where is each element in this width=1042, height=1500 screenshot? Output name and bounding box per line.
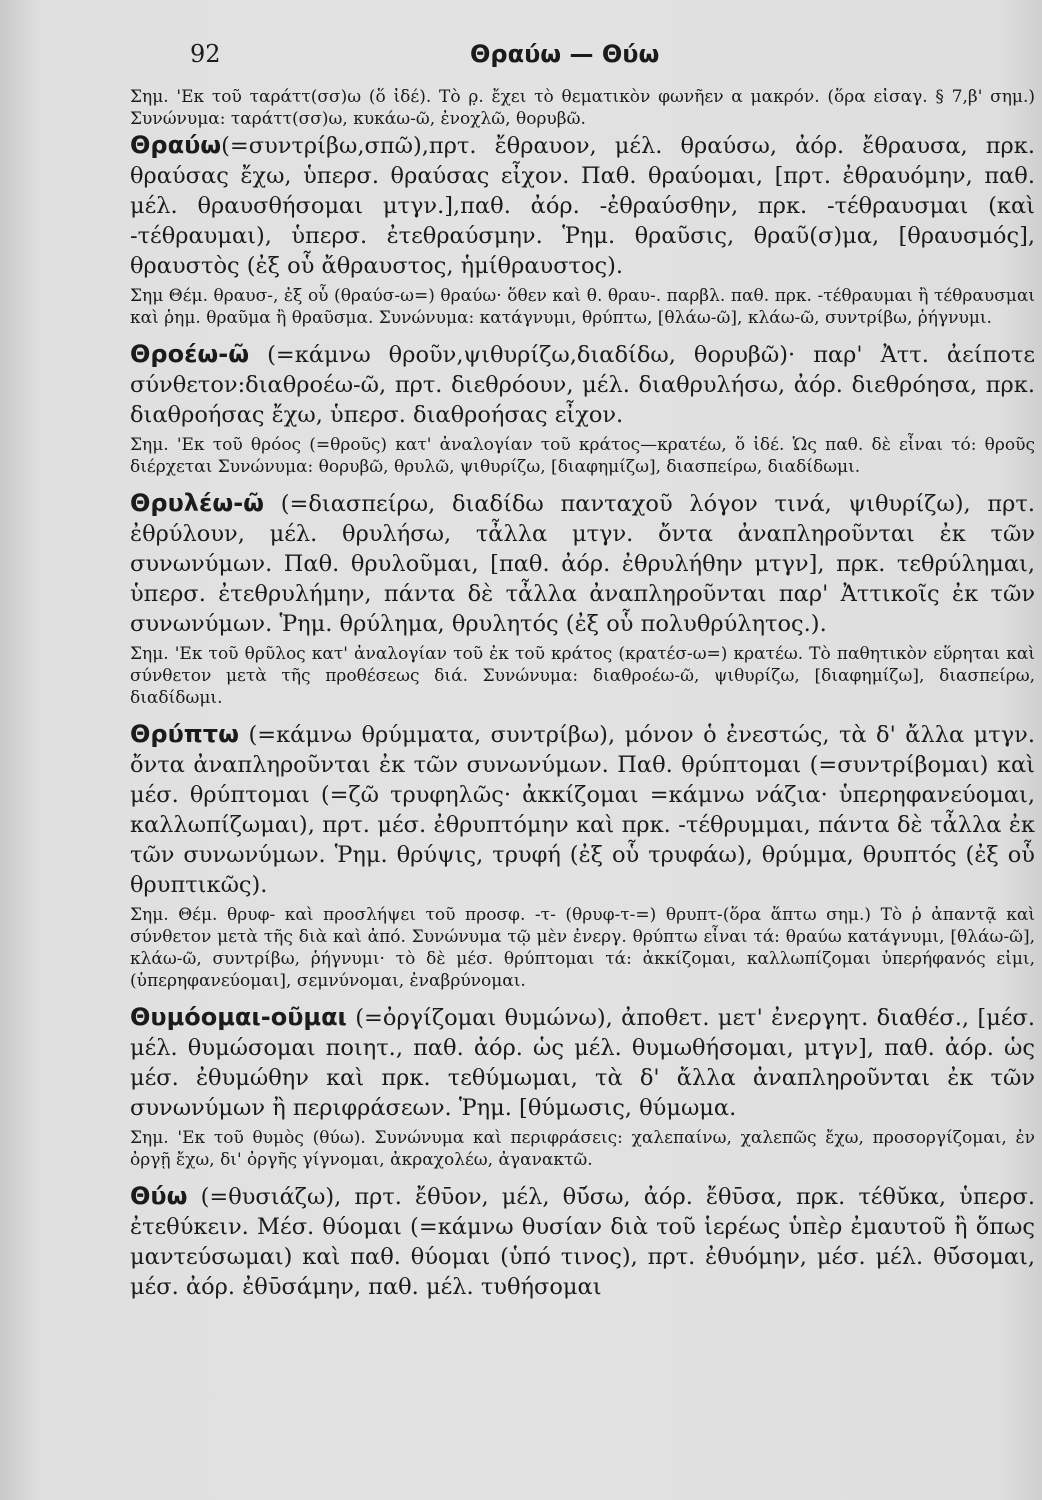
headword: Θρύπτω xyxy=(130,720,239,748)
headword: Θραύω xyxy=(130,131,222,159)
headword: Θυμόομαι-οῦμαι xyxy=(130,1003,347,1031)
entry-thryleo xyxy=(130,488,1035,709)
entry-note: Σημ. 'Εκ τοῦ θυμὸς (θύω). Συνώνυμα καὶ περιφράσεις: χαλεπαίνω, χαλεπῶς ἔχω, προσοργίζομαι, ἐν ὀργῇ ἔχω, δι' ὀργῆς γίγνομαι, ἀκραχολέω, ἀγανακτῶ. xyxy=(130,1128,1035,1170)
entry-thrypto xyxy=(130,719,1035,992)
page-body xyxy=(130,86,1035,1312)
entry-thrauo xyxy=(130,130,1035,329)
entry-thyo xyxy=(130,1181,1035,1302)
page-number: 92 xyxy=(190,40,221,68)
entry-thymoomai xyxy=(130,1002,1035,1171)
entry-throeo xyxy=(130,339,1035,478)
entry-main xyxy=(130,719,1035,900)
entry-main xyxy=(130,339,1035,430)
entry-main xyxy=(130,1002,1035,1123)
headword: Θροέω-ῶ xyxy=(130,340,250,368)
page-header xyxy=(0,40,1042,70)
entry-note: Σημ. 'Εκ τοῦ θρῦλος κατ' ἀναλογίαν τοῦ ἐκ τοῦ κράτος (κρατέσ-ω=) κρατέω. Τὸ παθητικὸν εὕρηται καὶ σύνθετον μετὰ τῆς προθέσεως διά. Συνώνυμα: διαθροέω-ῶ, ψιθυρίζω, [διαφημίζω], διασπείρω, διαδίδωμι. xyxy=(130,644,1035,708)
entry-note: Σημ Θέμ. θραυσ-, ἐξ οὗ (θραύσ-ω=) θραύω· ὅθεν καὶ θ. θραυ-. παρβλ. παθ. πρκ. -τέθραυμαι ἢ τέθραυσμαι καὶ ῥημ. θραῦμα ἢ θραῦσμα. Συνώνυμα: κατάγνυμι, θρύπτω, [θλάω-ῶ], κλάω-ῶ, συντρίβω, ῥήγνυμι. xyxy=(130,286,1035,328)
entry-main xyxy=(130,130,1035,281)
entry-main xyxy=(130,488,1035,639)
headword: Θύω xyxy=(130,1182,188,1210)
entry-text: (=κάμνω θρύμματα, συντρίβω), μόνον ὁ ἐνεστώς, τὰ δ' ἄλλα μτγν. ὄντα ἀναπληροῦνται ἐκ τῶν συνωνύμων. Παθ. θρύπτομαι (=συντρίβομαι) καὶ μέσ. θρύπτομαι (=ζῶ τρυφηλῶς· ἀκκίζομαι =κάμνω νάζια· ὑπερηφανεύομαι, καλλωπίζωμαι), πρτ. μέσ. ἐθρυπτόμην καὶ πρκ. -τέθρυμμαι, πάντα δὲ τἆλλα ἐκ τῶν συνωνύμων. Ῥημ. θρύψις, τρυφή (ἐξ οὗ τρυφάω), θρύμμα, θρυπτός (ἐξ οὗ θρυπτικῶς). xyxy=(130,722,1035,898)
entry-note: Σημ. 'Εκ τοῦ θρόος (=θροῦς) κατ' ἀναλογίαν τοῦ κράτος—κρατέω, ὅ ἰδέ. Ὡς παθ. δὲ εἶναι τό: θροῦς διέρχεται Συνώνυμα: θορυβῶ, θρυλῶ, ψιθυρίζω, [διαφημίζω], διασπείρω, διαδίδωμι. xyxy=(130,435,1035,477)
running-head: Θραύω — Θύω xyxy=(470,40,660,68)
headword: Θρυλέω-ῶ xyxy=(130,489,265,517)
top-note: Σημ. 'Εκ τοῦ ταράττ(σσ)ω (ὅ ἰδέ). Τὸ ρ̣. ἔχει τὸ θεματικὸν φωνῆεν α μακρόν. (ὅρα εἰσαγ. § 7,β' σημ.) Συνώνυμα: ταράττ(σσ)ω, κυκάω-ῶ, ἐνοχλῶ, θορυβῶ. xyxy=(130,87,1035,129)
entry-note: Σημ. Θέμ. θρυφ- καὶ προσλήψει τοῦ προσφ. -τ- (θρυφ-τ-=) θρυπτ-(ὅρα ἅπτω σημ.) Τὸ ῥ ἀπαντᾷ καὶ σύνθετον μετὰ τῆς διὰ καὶ ἀπό. Συνώνυμα τῷ μὲν ἐνεργ. θρύπτω εἶναι τά: θραύω κατάγνυμι, [θλάω-ῶ], κλάω-ῶ, συντρίβω, ῥήγνυμι· τὸ δὲ μέσ. θρύπτομαι τά: ἀκκίζομαι, καλλωπίζομαι ὑπερήφανός εἰμι, (ὑπερηφανεύομαι], σεμνύνομαι, ἐναβρύνομαι. xyxy=(130,905,1035,991)
entry-text: (=διασπείρω, διαδίδω πανταχοῦ λόγον τινά, ψιθυρίζω), πρτ. ἐθρύλουν, μέλ. θρυλήσω, τἆλλα μτγν. ὄντα ἀναπληροῦνται ἐκ τῶν συνωνύμων. Παθ. θρυλοῦμαι, [παθ. ἀόρ. ἐθρυλήθην μτγν], πρκ. τεθρύλημαι, ὑπερσ. ἐτεθρυλήμην, πάντα δὲ τἆλλα ἀναπληροῦνται παρ' Ἀττικοῖς ἐκ τῶν συνωνύμων. Ῥημ. θρύλημα, θρυλητός (ἐξ οὗ πολυθρύλητος.). xyxy=(130,491,1035,637)
entry-text: (=ὀργίζομαι θυμώνω), ἀποθετ. μετ' ἐνεργητ. διαθέσ., [μέσ. μέλ. θυμώσομαι ποιητ., παθ. ἀόρ. ὡς μέλ. θυμωθήσομαι, μτγν], παθ. ἀόρ. ὡς μέσ. ἐθυμώθην καὶ πρκ. τεθύμωμαι, τὰ δ' ἄλλα ἀναπληροῦνται ἐκ τῶν συνωνύμων ἢ περιφράσεων. Ῥημ. [θύμωσις, θύμωμα. xyxy=(130,1005,1035,1121)
entry-main xyxy=(130,1181,1035,1302)
entry-text: (=κάμνω θροῦν,ψιθυρίζω,διαδίδω, θορυβῶ)· παρ' Ἀττ. ἀείποτε σύνθετον:διαθροέω-ῶ, πρτ. διεθρόουν, μέλ. διαθρυλήσω, ἀόρ. διεθρόησα, πρκ. διαθροήσας ἔχω, ὑπερσ. διαθροήσας εἶχον. xyxy=(130,342,1035,428)
entry-text: (=συντρίβω,σπῶ),πρτ. ἔθραυον, μέλ. θραύσω, ἀόρ. ἔθραυσα, πρκ. θραύσας ἔχω, ὑπερσ. θραύσας εἶχον. Παθ. θραύομαι, [πρτ. ἐθραυόμην, παθ. μέλ. θραυσθήσομαι μτγν.],παθ. ἀόρ. -ἐθραύσθην, πρκ. -τέθραυσμαι (καὶ -τέθραυμαι), ὑπερσ. ἐτεθραύσμην. Ῥημ. θραῦσις, θραῦ(σ)μα, [θραυσμός], θραυστὸς (ἐξ οὗ ἄθραυστος, ἡμίθραυστος). xyxy=(130,133,1035,279)
entry-text: (=θυσιάζω), πρτ. ἔθῡον, μέλ, θῡ́σω, ἀόρ. ἔθῡσα, πρκ. τέθῠκα, ὑπερσ. ἐτεθύκειν. Μέσ. θύομαι (=κάμνω θυσίαν διὰ τοῦ ἱερέως ὑπὲρ ἐμαυτοῦ ἢ ὅπως μαντεύσωμαι) καὶ παθ. θύομαι (ὑπό τινος), πρτ. ἐθυόμην, μέσ. μέλ. θῡ́σομαι, μέσ. ἀόρ. ἐθῡσάμην, παθ. μέλ. τυθήσομαι xyxy=(130,1184,1035,1300)
